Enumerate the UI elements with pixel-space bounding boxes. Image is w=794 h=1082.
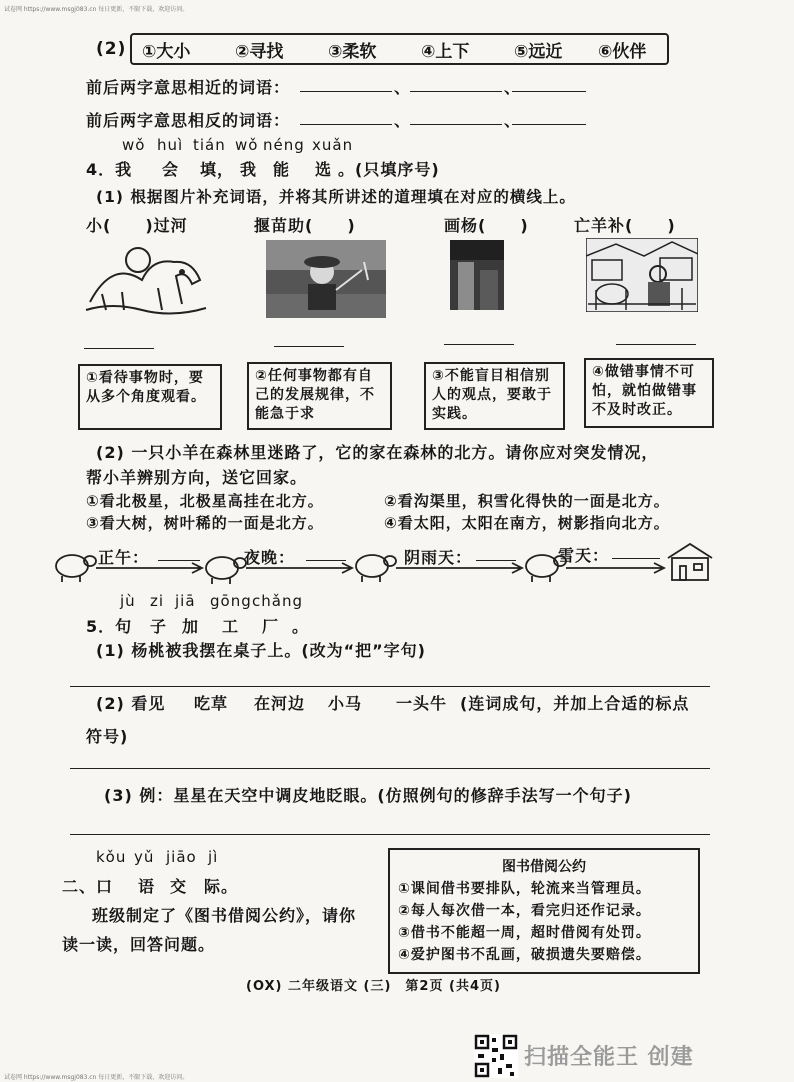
word-6: ⑥伙伴 bbox=[598, 42, 647, 62]
direction-answer-line[interactable] bbox=[612, 558, 660, 559]
direction-option-2: ②看沟渠里，积雪化得快的一面是北方。 bbox=[384, 492, 670, 510]
q4-title-char: 4．我 bbox=[86, 160, 133, 179]
q5-part2-word: 小马 bbox=[328, 694, 363, 713]
similar-words-label: 前后两字意思相近的词语： bbox=[86, 78, 291, 97]
house-icon bbox=[668, 544, 712, 580]
q4-title-char: 会 bbox=[162, 160, 180, 179]
q5-part2-note-end: 符号) bbox=[86, 727, 129, 746]
picture-answer-line[interactable] bbox=[444, 344, 514, 345]
footer-watermark: 试卷网 https://www.msgj083.cn 每日更新，不限下载，欢迎访问。 bbox=[4, 1074, 189, 1081]
moral-box-4: ④做错事情不可怕，就怕做错事不及时改正。 bbox=[584, 358, 714, 428]
word-box bbox=[130, 33, 669, 65]
time-snow: 雪天： bbox=[558, 546, 610, 565]
separator: 、 bbox=[504, 111, 522, 130]
convention-rule-2: ②每人每次借一本，看完归还作记录。 bbox=[398, 903, 651, 919]
q5-part2-word: 在河边 bbox=[254, 694, 306, 713]
part2-title-char: 语 bbox=[138, 877, 156, 896]
q5-part3: (3) 例：星星在天空中调皮地眨眼。(仿照例句的修辞手法写一个句子) bbox=[104, 786, 632, 805]
q4-title-note: 。(只填序号) bbox=[338, 160, 440, 179]
q5-part2-word: 吃草 bbox=[194, 694, 229, 713]
q5-part2-word: 一头牛 bbox=[396, 694, 448, 713]
q4-title-char: 我 bbox=[240, 160, 258, 179]
pinyin: zi bbox=[150, 592, 165, 610]
word-5: ⑤远近 bbox=[514, 42, 563, 62]
sheep-route bbox=[50, 536, 720, 588]
pinyin: néng bbox=[263, 136, 305, 154]
pinyin: tián bbox=[193, 136, 226, 154]
q5-part2-word: (2) 看见 bbox=[96, 694, 166, 713]
q5-title-char: 加 bbox=[182, 617, 200, 636]
part2-title-char: 交 bbox=[170, 877, 188, 896]
sheep-icon bbox=[356, 555, 396, 582]
separator: 、 bbox=[504, 78, 522, 97]
q5-part1: (1) 杨桃被我摆在桌子上。(改为“把”字句) bbox=[96, 641, 426, 660]
time-noon: 正午： bbox=[98, 548, 150, 567]
pinyin: wǒ bbox=[122, 136, 146, 154]
q5-title-char: 子 bbox=[150, 617, 168, 636]
q5-part2-note: (连词成句，并加上合适的标点 bbox=[460, 694, 690, 713]
writing-line[interactable] bbox=[70, 768, 710, 769]
pinyin: jiāo bbox=[166, 848, 197, 866]
opposite-words-label: 前后两字意思相反的词语： bbox=[86, 111, 291, 130]
mending-fold-picture bbox=[586, 238, 698, 312]
writing-line[interactable] bbox=[70, 686, 710, 687]
direction-option-1: ①看北极星，北极星高挂在北方。 bbox=[86, 492, 324, 510]
pinyin: kǒu bbox=[96, 848, 127, 866]
convention-rule-1: ①课间借书要排队，轮流来当管理员。 bbox=[398, 881, 651, 897]
answer-line[interactable] bbox=[512, 91, 586, 92]
moral-box-2: ②任何事物都有自己的发展规律，不能急于求 bbox=[247, 362, 392, 430]
q5-title-end: 。 bbox=[292, 617, 310, 636]
writing-line[interactable] bbox=[70, 834, 710, 835]
part2-text-line1: 班级制定了《图书借阅公约》，请你 bbox=[92, 906, 357, 925]
idiom-4: 亡羊补( ) bbox=[574, 216, 676, 235]
moral-box-3: ③不能盲目相信别人的观点，要敢于实践。 bbox=[424, 362, 565, 430]
q5-title-char: 工 bbox=[222, 617, 240, 636]
direction-option-4: ④看太阳，太阳在南方，树影指向北方。 bbox=[384, 514, 670, 532]
q4-part2-line2: 帮小羊辨别方向，送它回家。 bbox=[86, 468, 308, 487]
sheep-icon bbox=[56, 555, 96, 582]
pulling-seedlings-picture bbox=[266, 240, 386, 318]
answer-line[interactable] bbox=[410, 124, 502, 125]
idiom-2: 揠苗助( ) bbox=[254, 216, 356, 235]
answer-line[interactable] bbox=[300, 91, 392, 92]
page-footer: (OX) 二年级语文 (三) 第2页 (共4页) bbox=[246, 979, 501, 994]
q5-title-char: 5．句 bbox=[86, 617, 133, 636]
answer-line[interactable] bbox=[512, 124, 586, 125]
direction-option-3: ③看大树，树叶稀的一面是北方。 bbox=[86, 514, 324, 532]
answer-line[interactable] bbox=[410, 91, 502, 92]
painting-poplar-picture bbox=[450, 240, 504, 310]
separator: 、 bbox=[394, 111, 412, 130]
pinyin: chǎng bbox=[252, 592, 303, 610]
convention-rule-4: ④爱护图书不乱画，破损遗失要赔偿。 bbox=[398, 947, 651, 963]
convention-title: 图书借阅公约 bbox=[502, 859, 586, 875]
pinyin: yǔ bbox=[134, 848, 155, 866]
word-1: ①大小 bbox=[142, 42, 191, 62]
convention-rule-3: ③借书不能超一周，超时借阅有处罚。 bbox=[398, 925, 651, 941]
idiom-1: 小( )过河 bbox=[86, 216, 188, 235]
part2-text-line2: 读一读，回答问题。 bbox=[62, 935, 216, 954]
scanner-watermark: 扫描全能王 创建 bbox=[524, 1045, 694, 1070]
word-4: ④上下 bbox=[421, 42, 470, 62]
pinyin: jù bbox=[120, 592, 136, 610]
separator: 、 bbox=[394, 78, 412, 97]
time-night: 夜晚： bbox=[244, 548, 296, 567]
pinyin: wǒ bbox=[235, 136, 259, 154]
sheep-icon bbox=[206, 557, 246, 584]
pinyin: huì bbox=[157, 136, 184, 154]
word-2: ②寻找 bbox=[235, 42, 284, 62]
q5-title-char: 厂 bbox=[262, 617, 280, 636]
part2-title-char: 际。 bbox=[204, 877, 239, 896]
q4-part1-instruction: (1) 根据图片补充词语，并将其所讲述的道理填在对应的横线上。 bbox=[96, 188, 576, 206]
direction-answer-line[interactable] bbox=[476, 560, 516, 561]
q3-2-number: (2) bbox=[96, 39, 127, 59]
word-3: ③柔软 bbox=[328, 42, 377, 62]
pony-crossing-river-picture bbox=[82, 240, 210, 320]
pinyin: gōng bbox=[210, 592, 252, 610]
idiom-3: 画杨( ) bbox=[444, 216, 529, 235]
pinyin: xuǎn bbox=[312, 136, 354, 154]
pinyin: jì bbox=[208, 848, 219, 866]
direction-answer-line[interactable] bbox=[306, 560, 346, 561]
part2-title-char: 二、口 bbox=[62, 877, 114, 896]
picture-answer-line[interactable] bbox=[616, 344, 696, 345]
q4-title-char: 填， bbox=[200, 160, 235, 179]
q4-title-char: 选 bbox=[315, 160, 333, 179]
picture-answer-line[interactable] bbox=[274, 346, 344, 347]
q4-title-char: 能 bbox=[273, 160, 291, 179]
moral-box-1: ①看待事物时，要从多个角度观看。 bbox=[78, 364, 222, 430]
direction-answer-line[interactable] bbox=[158, 560, 200, 561]
header-watermark: 试卷网 https://www.msgj083.cn 每日更新，不限下载，欢迎访问。 bbox=[4, 6, 189, 13]
pinyin: jiā bbox=[175, 592, 196, 610]
picture-answer-line[interactable] bbox=[84, 348, 154, 349]
q4-part2-line1: (2) 一只小羊在森林里迷路了，它的家在森林的北方。请你应对突发情况， bbox=[96, 443, 659, 462]
library-convention-box bbox=[388, 848, 700, 974]
qr-code-icon bbox=[474, 1034, 518, 1078]
time-rainy: 阴雨天： bbox=[404, 548, 473, 567]
answer-line[interactable] bbox=[300, 124, 392, 125]
